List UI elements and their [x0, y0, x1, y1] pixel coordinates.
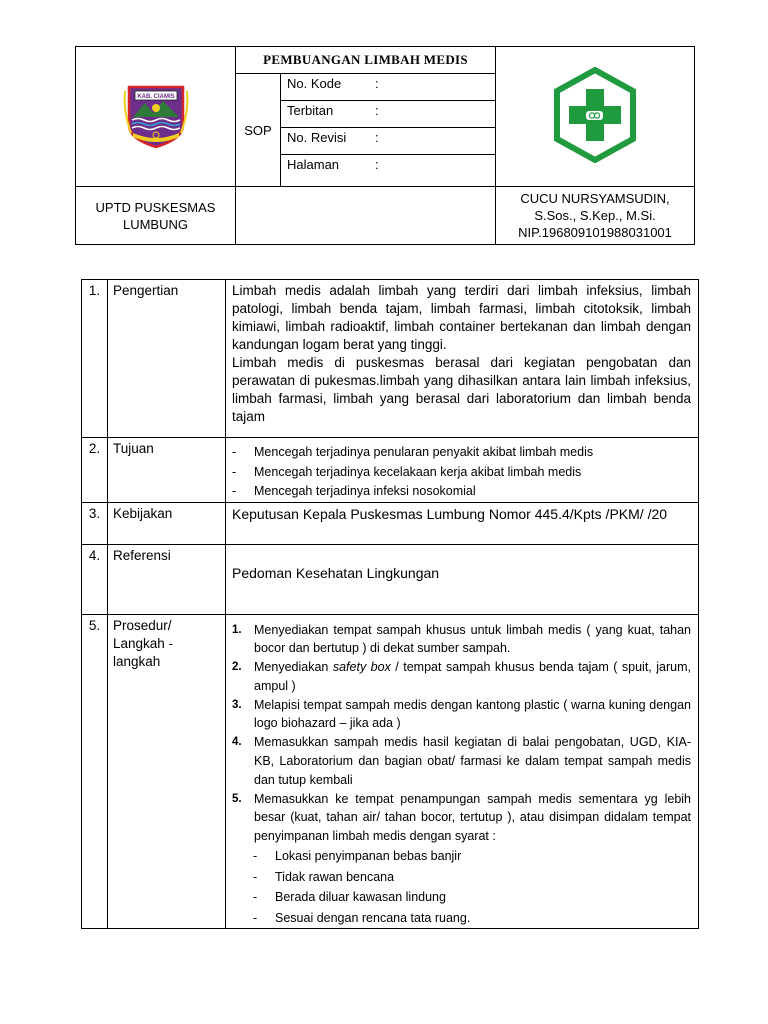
svg-text:KAB. CIAMIS: KAB. CIAMIS — [136, 94, 175, 100]
sop-content-table — [81, 279, 699, 929]
signer-name: CUCU NURSYAMSUDIN, — [520, 191, 670, 206]
regency-crest-icon — [121, 81, 191, 149]
section-content — [226, 438, 699, 503]
document-title: PEMBUANGAN LIMBAH MEDIS — [236, 47, 496, 74]
list-item: - Lokasi penyimpanan bebas banjir — [253, 849, 462, 864]
section-row-tujuan — [82, 438, 699, 503]
sop-label: SOP — [236, 74, 281, 187]
section-label: Kebijakan — [108, 502, 226, 544]
sop-header-table — [75, 46, 695, 245]
storage-conditions — [229, 846, 691, 928]
list-item: 5. Memasukkan ke tempat penampungan sampah medis sementara yg lebih besar (kuat, tahan air/ tahan bocor, tertutup ), atau disimpan didalam tempat penyimpanan limbah medis dengan syarat : — [232, 791, 691, 844]
field-separator: : — [375, 157, 379, 172]
field-no-revisi — [281, 128, 496, 155]
section-number: 5. — [82, 614, 108, 929]
puskesmas-logo-cell — [496, 47, 695, 187]
section-content — [226, 614, 699, 929]
institution-line: UPTD PUSKESMAS — [95, 199, 216, 215]
field-label: Halaman — [287, 157, 340, 172]
field-terbitan — [281, 101, 496, 128]
field-label: No. Kode — [287, 76, 342, 91]
field-no-kode — [281, 74, 496, 101]
section-number: 1. — [82, 280, 108, 438]
list-item: 4. Memasukkan sampah medis hasil kegiatan di balai pengobatan, UGD, KIA-KB, Laboratorium dan bagian obat/ farmasi ke dalam tempat sampah medis dan tutup kembali — [232, 735, 691, 787]
list-item: - Tidak rawan bencana — [253, 869, 395, 884]
section-label: Tujuan — [108, 438, 226, 503]
field-separator: : — [375, 103, 379, 118]
pengertian-paragraph: Limbah medis adalah limbah yang terdiri dari limbah infeksius, limbah patologi, limbah benda tajam, limbah farmasi, limbah citotoksik, limbah kimiawi, limbah radioaktif, limbah container bertekanan dan limbah dengan kandungan logam berat yang tinggi. — [232, 283, 691, 352]
section-row-prosedur — [82, 614, 699, 929]
section-number: 2. — [82, 438, 108, 503]
field-separator: : — [375, 76, 379, 91]
list-item: - Mencegah terjadinya infeksi nosokomial — [232, 484, 476, 498]
pengertian-paragraph: Limbah medis di puskesmas berasal dari kegiatan pengobatan dan perawatan di pukesmas.limbah yang dihasilkan antara lain limbah infeksius, limbah farmasi, limbah yang berasal dari laboratorium dan limbah benda tajam — [232, 355, 691, 424]
list-item: - Mencegah terjadinya kecelakaan kerja akibat limbah medis — [232, 464, 582, 479]
puskesmas-cross-logo-icon — [547, 67, 643, 163]
field-separator: : — [375, 130, 379, 145]
section-label: Referensi — [108, 544, 226, 614]
section-row-kebijakan — [82, 502, 699, 544]
section-content: Pedoman Kesehatan Lingkungan — [226, 544, 699, 614]
list-item: 3. Melapisi tempat sampah medis dengan kantong plastic ( warna kuning dengan logo biohazard – jika ada ) — [232, 697, 691, 731]
list-item: - Sesuai dengan rencana tata ruang. — [253, 910, 471, 925]
section-content — [226, 280, 699, 438]
section-number: 3. — [82, 502, 108, 544]
field-label: Terbitan — [287, 103, 334, 118]
prosedur-steps — [229, 621, 691, 847]
section-row-pengertian — [82, 280, 699, 438]
list-item: - Berada diluar kawasan lindung — [253, 890, 446, 905]
signer-block — [496, 187, 695, 245]
blank-signature-cell — [236, 187, 496, 245]
section-content: Keputusan Kepala Puskesmas Lumbung Nomor 445.4/Kpts /PKM/ /20 — [226, 502, 699, 544]
signer-nip: NIP.196809101988031001 — [518, 225, 672, 240]
regency-logo-cell — [76, 47, 236, 187]
field-label: No. Revisi — [287, 130, 347, 145]
list-item: - Mencegah terjadinya penularan penyakit akibat limbah medis — [232, 445, 594, 459]
section-label: Prosedur/ Langkah - langkah — [108, 614, 226, 929]
institution-line: LUMBUNG — [122, 216, 188, 232]
tujuan-list — [229, 443, 691, 502]
institution-name — [76, 187, 236, 245]
list-item: 1. Menyediakan tempat sampah khusus untuk limbah medis ( yang kuat, tahan bocor dan bertutup ) di dekat sumber sampah. — [232, 622, 691, 656]
list-item: 2. Menyediakan safety box / tempat sampah khusus benda tajam ( spuit, jarum, ampul ) — [232, 660, 691, 693]
section-number: 4. — [82, 544, 108, 614]
section-row-referensi — [82, 544, 699, 614]
field-halaman — [281, 155, 496, 187]
signer-degree: S.Sos., S.Kep., M.Si. — [534, 208, 656, 223]
section-label: Pengertian — [108, 280, 226, 438]
